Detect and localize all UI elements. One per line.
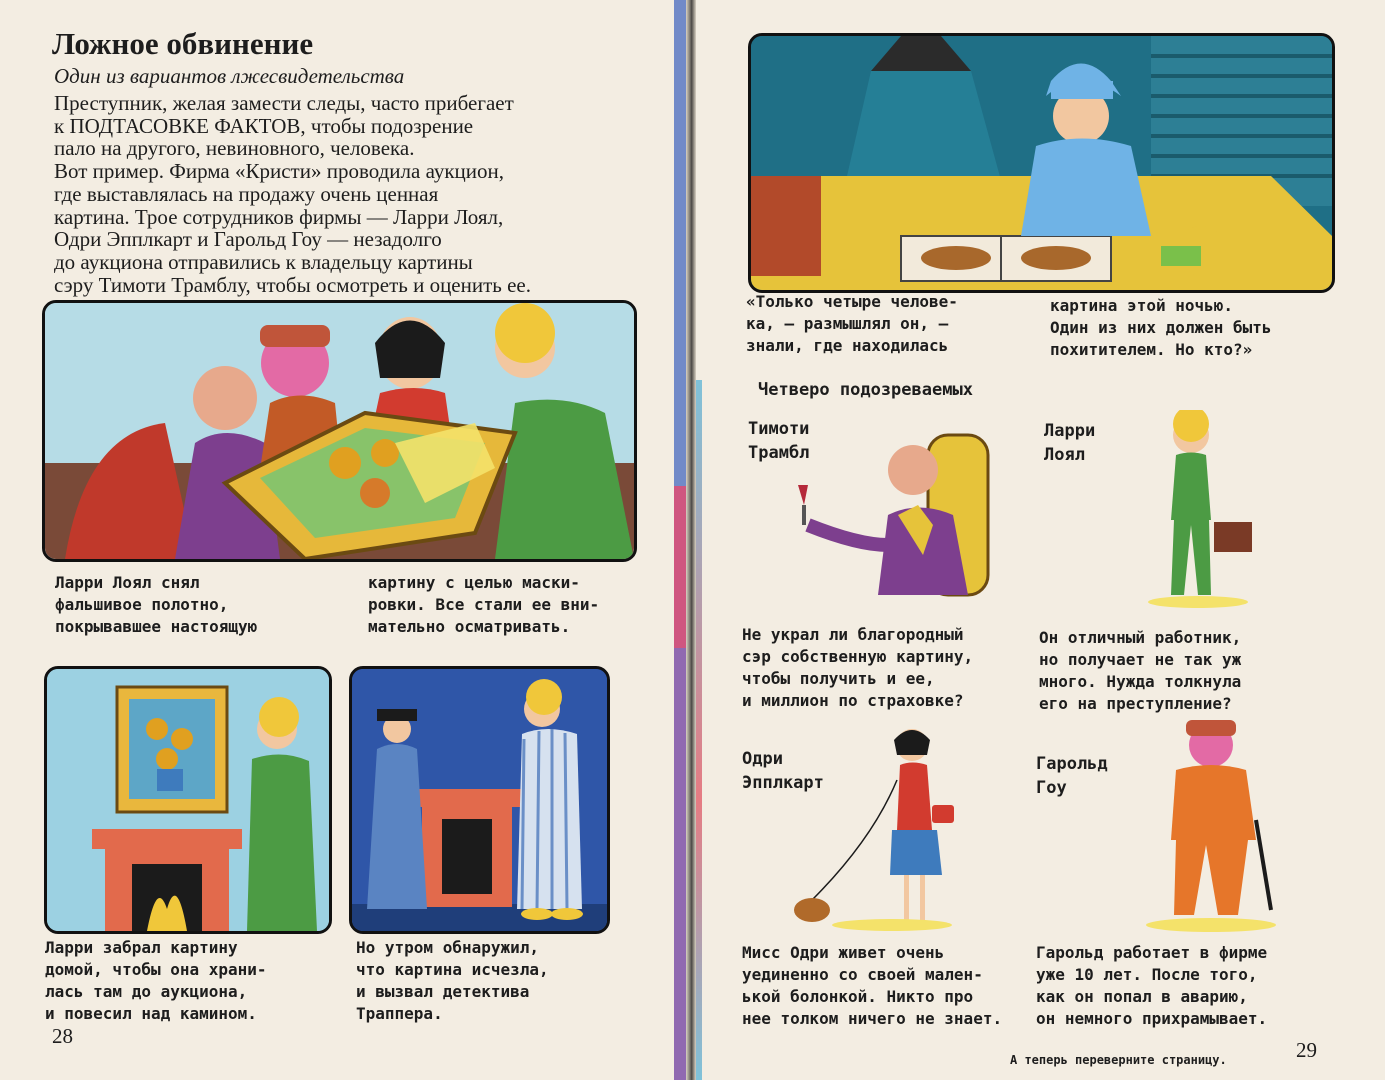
left-page — [0, 0, 688, 1080]
right-page-edge-decoration — [696, 380, 702, 1080]
suspect-text-gow: Гарольд работает в фирме уже 10 лет. После того, как он попал в аварию, он немного прихрамывает. — [1036, 943, 1268, 1028]
page-number-left: 28 — [52, 1024, 73, 1048]
suspect-name-applecart: Одри Эпплкарт — [742, 749, 824, 793]
suspects-heading: Четверо подозреваемых — [758, 380, 973, 400]
illustration-suspect-loyal — [1136, 410, 1266, 610]
page-title: Ложное обвинение — [52, 26, 314, 61]
caption-panel-1b: картину с целью маски- ровки. Все стали ее вни- мательно осматривать. — [368, 573, 600, 636]
caption-panel-1a: Ларри Лоял снял фальшивое полотно, покрывавшее настоящую — [55, 573, 258, 636]
footer-turn-page: А теперь переверните страницу. — [1010, 1053, 1227, 1067]
quote-part-b: картина этой ночью. Один из них должен быть похитителем. Но кто?» — [1050, 296, 1272, 359]
illustration-suspect-applecart — [772, 720, 972, 935]
suspect-text-applecart: Мисс Одри живет очень уединенно со своей мален- ькой болонкой. Никто про нее толком ничего не знает. — [742, 943, 1003, 1028]
page-number-right: 29 — [1296, 1038, 1317, 1062]
suspect-name-loyal: Ларри Лоял — [1044, 421, 1096, 465]
illustration-hanging-painting — [44, 666, 332, 934]
caption-panel-3: Но утром обнаружил, что картина исчезла, и вызвал детектива Траппера. — [356, 938, 549, 1023]
suspect-name-trumble: Тимоти Трамбл — [748, 419, 810, 463]
illustration-suspect-gow — [1136, 710, 1316, 935]
suspect-text-trumble: Не украл ли благородный сэр собственную картину, чтобы получить и ее, и миллион по страховке? — [742, 625, 974, 710]
illustration-detective-thinking — [748, 33, 1335, 293]
caption-panel-2: Ларри забрал картину домой, чтобы она храни- лась там до аукциона, и повесил над камином. — [45, 938, 267, 1023]
book-edge-decoration — [674, 0, 686, 1080]
suspect-name-gow: Гарольд Гоу — [1036, 754, 1108, 798]
illustration-suspect-trumble — [778, 425, 1010, 615]
illustration-examining-painting — [42, 300, 637, 562]
page-subtitle: Один из вариантов лжесвидетельства — [54, 64, 405, 88]
right-page — [696, 0, 1385, 1080]
illustration-detective-arrives — [349, 666, 610, 934]
book-spine — [686, 0, 696, 1080]
quote-part-a: «Только четыре челове- ка, — размышлял он, — знали, где находилась — [746, 292, 958, 355]
suspect-text-loyal: Он отличный работник, но получает не так уж много. Нужда толкнула его на преступление? — [1039, 628, 1242, 713]
intro-paragraph: Преступник, желая замести следы, часто прибегает к ПОДТАСОВКЕ ФАКТОВ, чтобы подозрение пало на другого, невиновного, человека. Вот пример. Фирма «Кристи» проводила аукцион, где выставлялась на продажу очень ценная картина. Трое сотрудников фирмы — Ларри Лоял, Одри Эпплкарт и Гарольд Гоу — незадолго до аукциона отправились к владельцу картины сэру Тимоти Трамблу, чтобы осмотреть и оценить ее. — [54, 91, 532, 297]
